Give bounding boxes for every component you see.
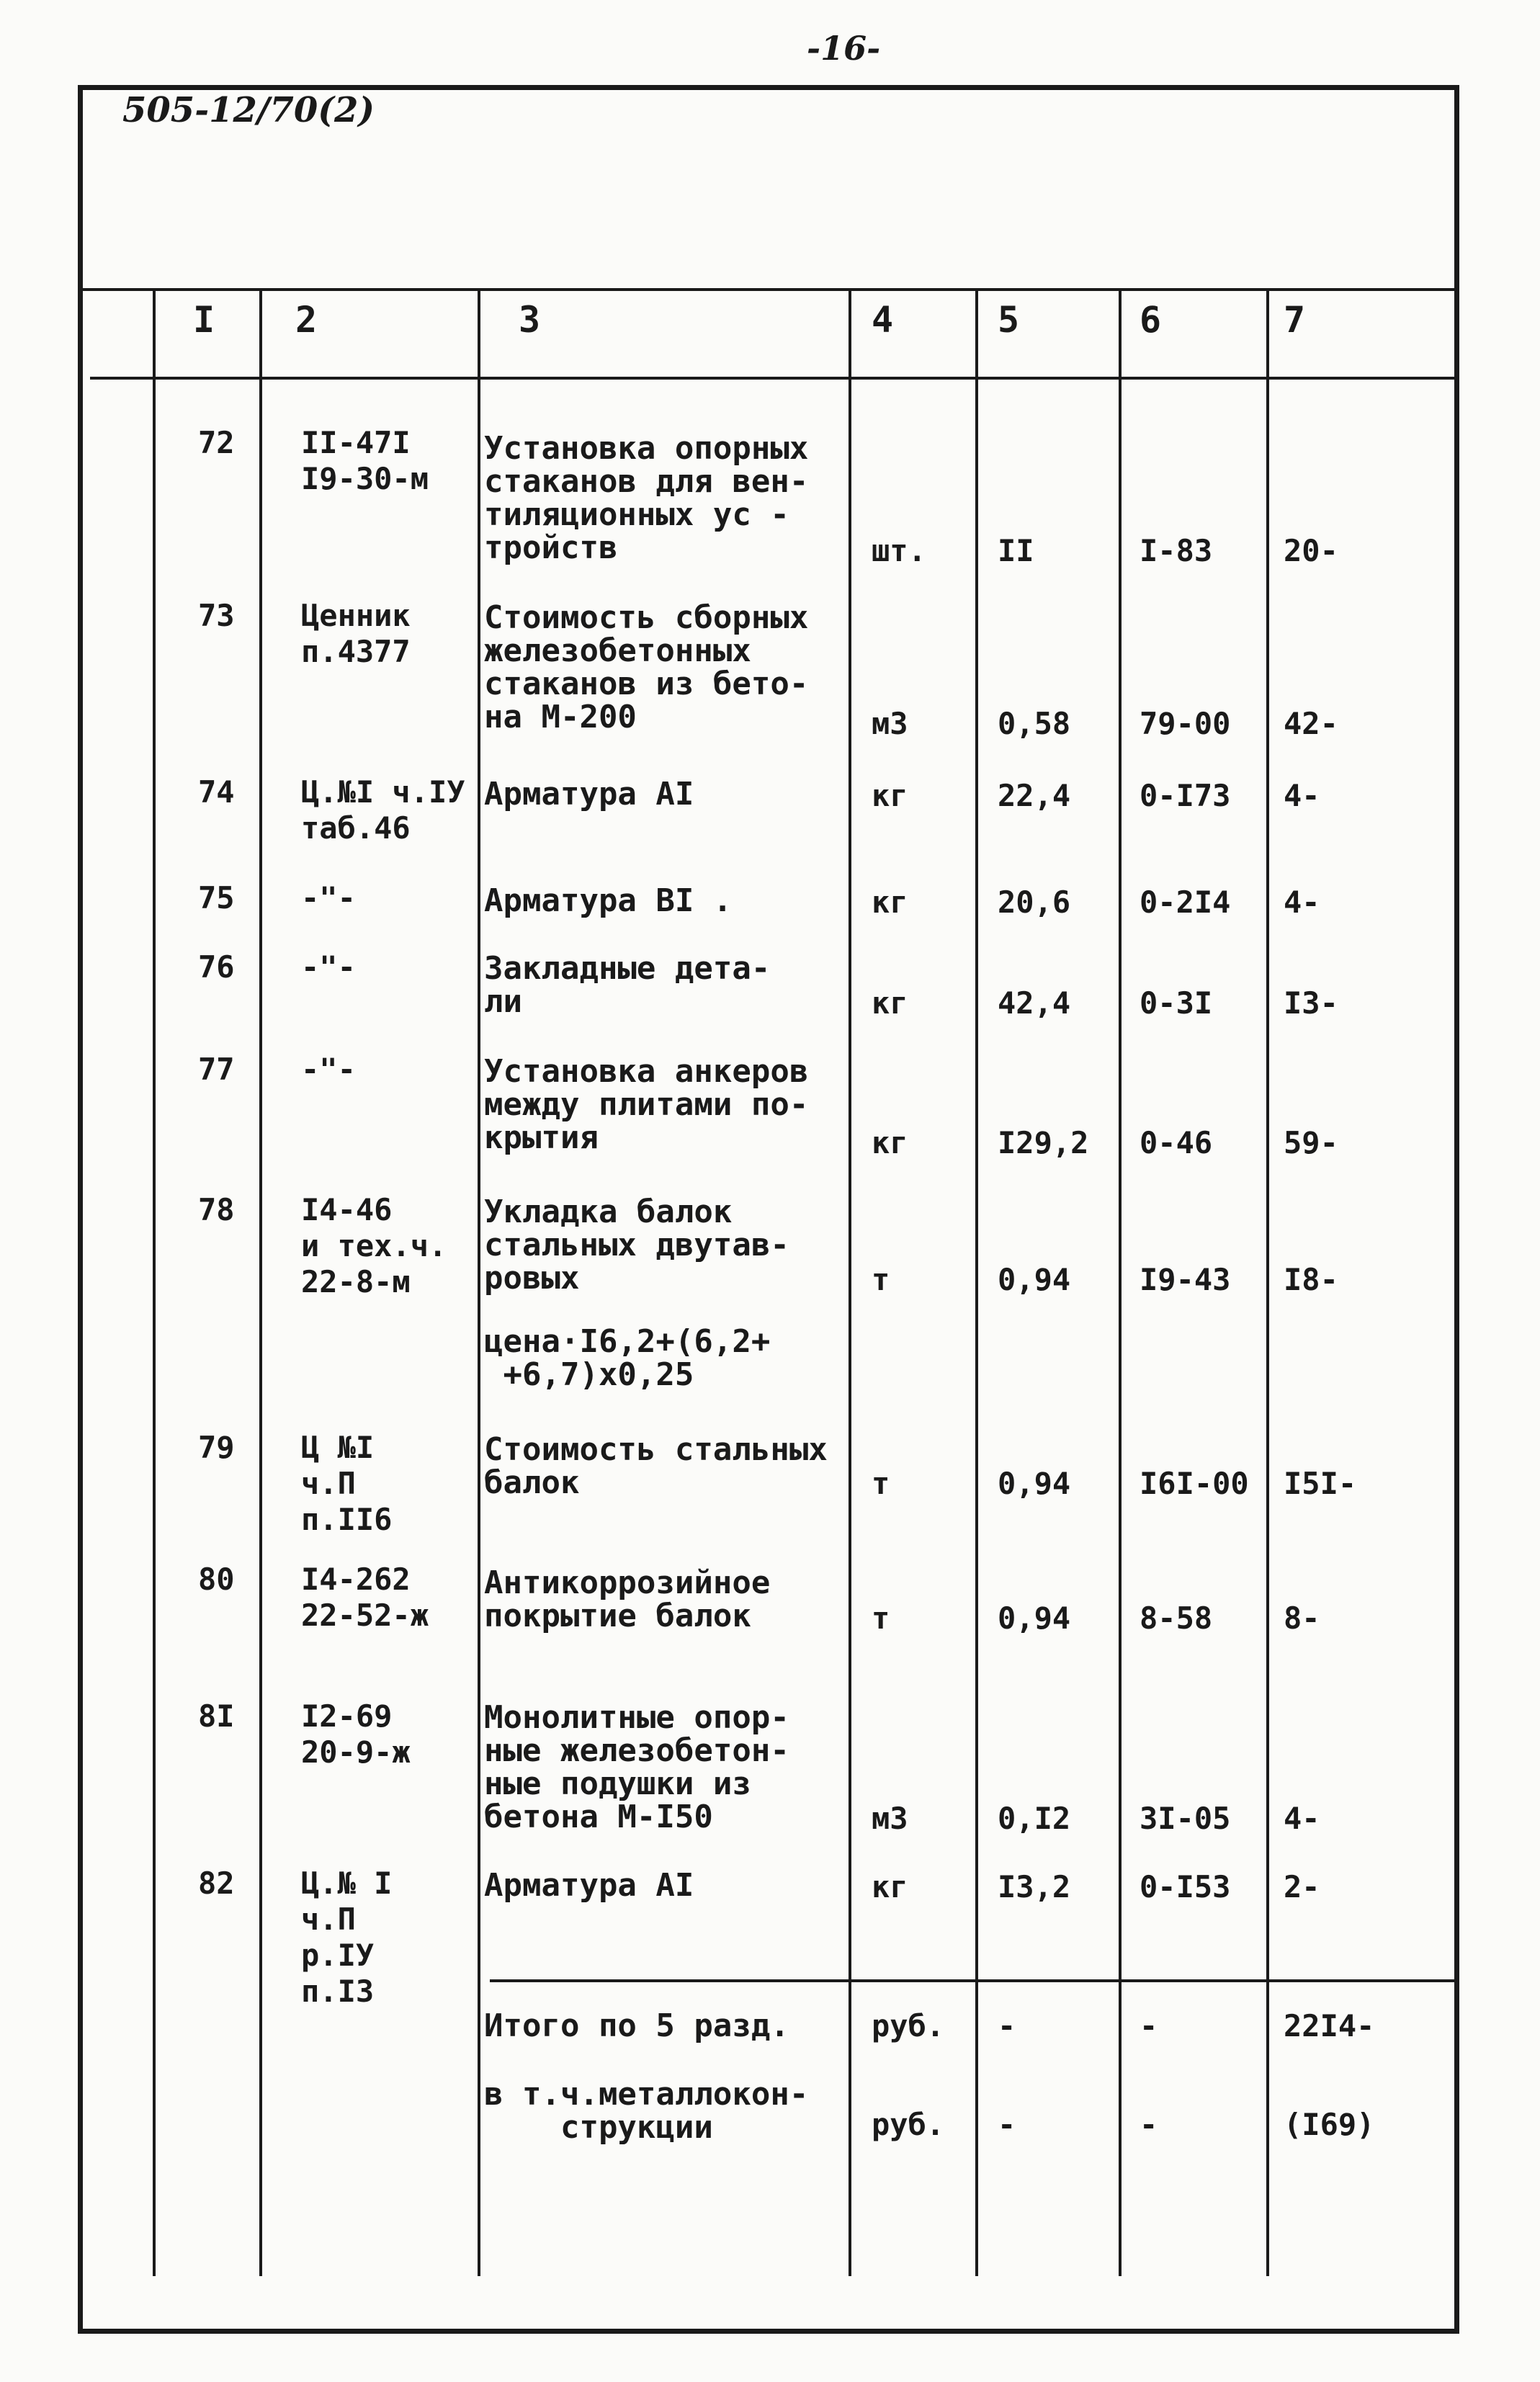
row-reference: I4-262 22-52-ж	[301, 1562, 429, 1633]
row-unit-price: 0-46	[1140, 1125, 1213, 1160]
row-description: Укладка балок стальных двутав- ровых	[484, 1194, 789, 1297]
row-description: Арматура АI	[484, 1867, 694, 1904]
row-quantity: I29,2	[998, 1125, 1089, 1160]
row-unit: кг	[872, 778, 908, 813]
row-description: Антикоррозийное покрытие балок	[484, 1564, 771, 1634]
row-number: 79	[198, 1430, 235, 1465]
row-quantity: 22,4	[998, 778, 1071, 813]
column-header: 7	[1284, 299, 1306, 341]
total-unit-price: -	[1140, 2107, 1158, 2142]
row-reference: -"-	[301, 949, 356, 985]
row-quantity: 0,58	[998, 706, 1071, 741]
row-total: 4-	[1284, 1801, 1320, 1836]
row-number: 8I	[198, 1698, 235, 1734]
row-unit-price: I-83	[1140, 533, 1213, 568]
row-number: 78	[198, 1192, 235, 1227]
row-reference: Ценник п.4377	[301, 598, 411, 669]
row-description: Стоимость стальных балок	[484, 1431, 828, 1501]
row-total: 42-	[1284, 706, 1338, 741]
row-description: Установка анкеров между плитами по- крытия	[484, 1053, 809, 1156]
row-description: Закладные дета- ли	[484, 950, 771, 1020]
row-number: 75	[198, 880, 235, 915]
row-reference: I2-69 20-9-ж	[301, 1698, 411, 1770]
row-unit-price: 0-I73	[1140, 778, 1231, 813]
row-reference: Ц.№I ч.IУ таб.46	[301, 774, 465, 846]
column-rule	[1119, 288, 1122, 2276]
column-header: 4	[872, 299, 894, 341]
row-quantity: 42,4	[998, 985, 1071, 1021]
row-unit: т	[872, 1466, 890, 1501]
row-reference: -"-	[301, 1052, 356, 1087]
row-number: 82	[198, 1866, 235, 1901]
column-rule	[259, 288, 262, 2276]
total-description: Итого по 5 разд.	[484, 2007, 789, 2044]
column-rule	[849, 288, 851, 2276]
row-unit: м3	[872, 1801, 908, 1836]
total-unit: руб.	[872, 2008, 945, 2043]
header-bottom-rule	[90, 377, 1455, 380]
total-quantity: -	[998, 2008, 1016, 2043]
row-description: Стоимость сборных железобетонных стаканов из бето- на М-200	[484, 599, 809, 735]
column-header: 3	[519, 299, 541, 341]
total-amount: 22I4-	[1284, 2008, 1375, 2043]
total-description: в т.ч.металлокон- струкции	[484, 2076, 809, 2146]
row-unit-price: I6I-00	[1140, 1466, 1249, 1501]
header-top-rule	[78, 288, 1459, 291]
row-unit-price: 8-58	[1140, 1600, 1213, 1636]
row-reference: II-47I I9-30-м	[301, 425, 429, 496]
document-code: 505-12/70(2)	[122, 90, 375, 130]
row-unit: шт.	[872, 533, 926, 568]
row-total: 4-	[1284, 885, 1320, 920]
row-unit-price: 0-3I	[1140, 985, 1213, 1021]
row-number: 76	[198, 949, 235, 985]
row-total: 2-	[1284, 1869, 1320, 1904]
row-quantity: 0,I2	[998, 1801, 1071, 1836]
row-unit: м3	[872, 706, 908, 741]
total-amount: (I69)	[1284, 2107, 1375, 2142]
row-unit-price: 0-I53	[1140, 1869, 1231, 1904]
row-total: 4-	[1284, 778, 1320, 813]
row-unit: т	[872, 1262, 890, 1297]
row-quantity: 0,94	[998, 1262, 1071, 1297]
row-quantity: 20,6	[998, 885, 1071, 920]
total-quantity: -	[998, 2107, 1016, 2142]
row-total: 59-	[1284, 1125, 1338, 1160]
row-unit: кг	[872, 885, 908, 920]
column-header: 6	[1140, 299, 1162, 341]
row-quantity: I3,2	[998, 1869, 1071, 1904]
row-description: Установка опорных стаканов для вен- тиляционных ус - тройств	[484, 430, 809, 566]
row-number: 73	[198, 598, 235, 633]
row-number: 72	[198, 425, 235, 460]
row-description: Монолитные опор- ные железобетон- ные подушки из бетона М-I50	[484, 1699, 789, 1835]
row-unit-price: I9-43	[1140, 1262, 1231, 1297]
row-reference: I4-46 и тех.ч. 22-8-м	[301, 1192, 447, 1299]
row-unit-price: 3I-05	[1140, 1801, 1231, 1836]
row-unit: кг	[872, 1125, 908, 1160]
row-number: 77	[198, 1052, 235, 1087]
column-header: 5	[998, 299, 1020, 341]
row-number: 80	[198, 1562, 235, 1597]
row-total: I8-	[1284, 1262, 1338, 1297]
column-rule	[975, 288, 978, 2276]
row-total: 8-	[1284, 1600, 1320, 1636]
row-unit-price: 79-00	[1140, 706, 1231, 741]
row-description: Арматура ВI .	[484, 882, 733, 919]
row-unit: т	[872, 1600, 890, 1636]
row-unit: кг	[872, 985, 908, 1021]
column-rule	[153, 288, 156, 2276]
column-header: I	[193, 299, 215, 341]
row-number: 74	[198, 774, 235, 810]
row-total: I5I-	[1284, 1466, 1357, 1501]
row-reference: Ц.№ I ч.П р.IУ п.I3	[301, 1866, 393, 2009]
row-unit: кг	[872, 1869, 908, 1904]
row-reference: -"-	[301, 880, 356, 915]
total-unit-price: -	[1140, 2008, 1158, 2043]
row-quantity: II	[998, 533, 1034, 568]
row-quantity: 0,94	[998, 1466, 1071, 1501]
row-total: I3-	[1284, 985, 1338, 1021]
row-total: 20-	[1284, 533, 1338, 568]
row-description: Арматура АI	[484, 776, 694, 812]
price-formula: цена·I6,2+(6,2+ +6,7)x0,25	[484, 1323, 771, 1393]
column-rule	[478, 288, 480, 2276]
total-unit: руб.	[872, 2107, 945, 2142]
column-rule	[1266, 288, 1269, 2276]
page-number: -16-	[807, 29, 881, 68]
column-header: 2	[295, 299, 318, 341]
row-reference: Ц №I ч.П п.II6	[301, 1430, 393, 1537]
row-unit-price: 0-2I4	[1140, 885, 1231, 920]
totals-rule	[490, 1979, 1455, 1982]
row-quantity: 0,94	[998, 1600, 1071, 1636]
